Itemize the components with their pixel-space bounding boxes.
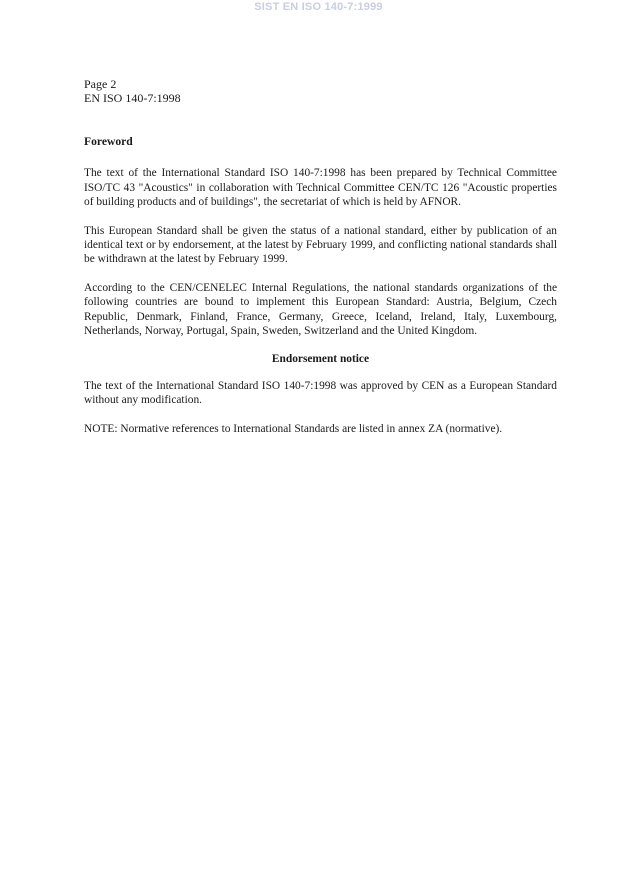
endorsement-heading: Endorsement notice bbox=[271, 353, 370, 366]
page-number: Page 2 bbox=[84, 77, 117, 91]
foreword-paragraph: According to the CEN/CENELEC Internal Regulations, the national standards organizations of the following countries are bound to implement this European Standard: Austria, Belgium, Czech Republic, Denmark, Finland, France, Germany, Greece, Iceland, Ireland, Italy, Luxembourg, Netherlands, Norway, Portugal, Spain, Sweden, Switzerland and the United Kingdom. bbox=[84, 281, 557, 338]
endorsement-paragraph: The text of the International Standard ISO 140-7:1998 was approved by CEN as a European Standard without any modification. bbox=[84, 379, 557, 407]
normative-note: NOTE: Normative references to International Standards are listed in annex ZA (normative). bbox=[84, 422, 503, 435]
page-header bbox=[84, 77, 181, 105]
foreword-heading: Foreword bbox=[84, 135, 133, 148]
foreword-paragraph: This European Standard shall be given the status of a national standard, either by publication of an identical text or by endorsement, at the latest by February 1999, and conflicting national standards shall be withdrawn at the latest by February 1999. bbox=[84, 224, 557, 266]
watermark: SIST EN ISO 140-7:1999 bbox=[254, 1, 383, 13]
document-id: EN ISO 140-7:1998 bbox=[84, 91, 181, 105]
foreword-paragraph: The text of the International Standard ISO 140-7:1998 has been prepared by Technical Committee ISO/TC 43 "Acoustics" in collaboration with Technical Committee CEN/TC 126 "Acoustic properties of building products and of buildings", the secretariat of which is held by AFNOR. bbox=[84, 167, 557, 209]
document-body bbox=[84, 135, 557, 436]
